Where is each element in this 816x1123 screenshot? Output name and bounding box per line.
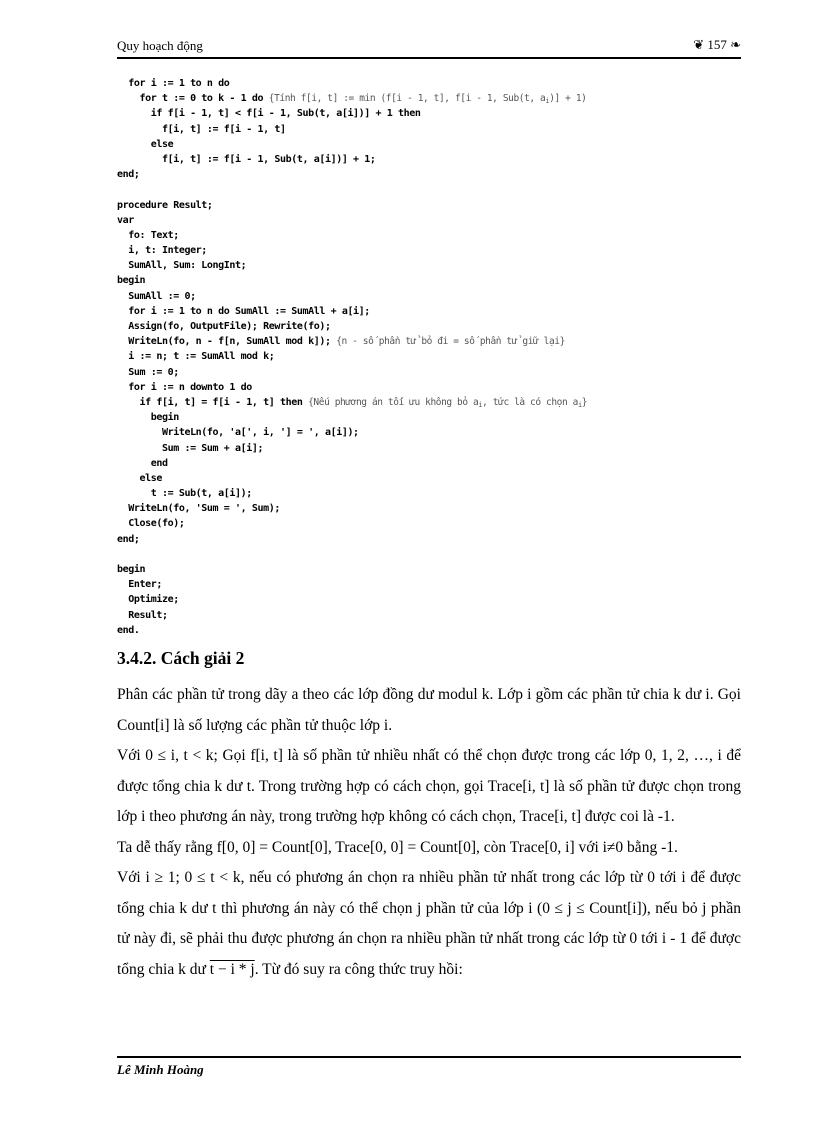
code-line: SumAll := 0; [117, 290, 196, 302]
code-line: Assign(fo, OutputFile); Rewrite(fo); [117, 321, 331, 332]
code-line: end; [117, 169, 140, 181]
code-blank-line [117, 547, 587, 562]
code-line: Sum := 0; [117, 366, 179, 378]
page-header [117, 36, 741, 56]
page-number: 157 [707, 37, 727, 52]
code-line: SumAll, Sum: LongInt; [117, 260, 247, 272]
code-line: fo: Text; [117, 229, 179, 241]
code-line: Sum := Sum + a[i]; [117, 442, 264, 454]
right-ornament-icon: ❧ [730, 37, 741, 52]
footer-rule [117, 1056, 741, 1058]
code-line: for i := n downto 1 do [117, 381, 252, 393]
code-line: Result; [117, 609, 168, 621]
section-heading: 3.4.2. Cách giải 2 [117, 648, 245, 668]
section-body [117, 680, 741, 985]
paragraph: Với 0 ≤ i, t < k; Gọi f[i, t] là số phần tử nhiều nhất có thể chọn được trong các lớp 0, 1, 2, …, i để được tổng chia k dư t. Trong trường hợp có cách chọn, gọi Trace[i, t] là số phần tử được chọn trong lớp i theo phương án này, trong trường hợp không có cách chọn, Trace[i, t] được coi là -1. [117, 747, 741, 825]
code-line: WriteLn(fo, 'Sum = ', Sum); [117, 503, 280, 515]
left-ornament-icon: ❦ [693, 37, 705, 52]
code-line: else [117, 138, 174, 150]
code-line: for i := 1 to n do SumAll := SumAll + a[i]; [117, 305, 370, 317]
code-comment: {n - số phần tử bỏ đi = số phần tử giữ lại} [336, 336, 565, 348]
code-line: for i := 1 to n do [117, 78, 230, 89]
code-listing [117, 76, 587, 638]
code-line: Close(fo); [117, 518, 185, 530]
code-line: f[i, t] := f[i - 1, t] [117, 123, 286, 135]
paragraph: Ta dễ thấy rằng f[0, 0] = Count[0], Trace[0, 0] = Count[0], còn Trace[0, i] với i≠0 bằng -1. [117, 838, 678, 856]
code-line: i := n; t := SumAll mod k; [117, 351, 275, 363]
code-line: begin [117, 564, 146, 575]
code-line: begin [117, 275, 146, 287]
code-line: f[i, t] := f[i - 1, Sub(t, a[i])] + 1; [117, 153, 376, 165]
code-line: i, t: Integer; [117, 245, 207, 257]
code-line: if f[i - 1, t] < f[i - 1, Sub(t, a[i])] + 1 then [117, 108, 421, 120]
code-line: end. [117, 624, 140, 636]
code-line: for t := 0 to k - 1 do {Tính f[i, t] := min (f[i - 1, t], f[i - 1, Sub(t, $a_i)] + 1$) [117, 93, 587, 106]
code-line: end [117, 457, 168, 469]
code-line: var [117, 214, 134, 226]
code-line: else [117, 472, 162, 484]
paragraph: Với i ≥ 1; 0 ≤ t < k, nếu có phương án chọn ra nhiều phần tử nhất trong các lớp từ 0 tới i để được tổng chia k dư t thì phương án này có thể chọn j phần tử của lớp i (0 ≤ j ≤ Count[i]), nếu bỏ j phần tử này đi, sẽ phải thu được phương án chọn ra nhiều phần tử nhất trong các lớp từ 0 tới i - 1 để được tổng chia k dư t − i * j. Từ đó suy ra công thức truy hồi: [117, 869, 741, 978]
code-comment: {Tính f[i, t] := min (f[i - 1, t], f[i - 1, Sub(t, $a_i)] + 1$) [268, 93, 587, 106]
code-line: WriteLn(fo, 'a[', i, '] = ', a[i]); [117, 427, 359, 439]
code-line: if f[i, t] = f[i - 1, t] then {Nếu phương án tối ưu không bỏ $a_i$, tức là có chọn $a_i$} [117, 396, 588, 409]
code-line: begin [117, 412, 179, 424]
code-line: WriteLn(fo, n - f[n, SumAll mod k]); {n - số phần tử bỏ đi = số phần tử giữ lại} [117, 336, 565, 348]
code-line: procedure Result; [117, 199, 213, 211]
page-number-block [693, 37, 741, 53]
running-title: Quy hoạch động [117, 38, 203, 53]
code-comment: {Nếu phương án tối ưu không bỏ $a_i$, tức là có chọn $a_i$} [308, 396, 588, 409]
code-line: t := Sub(t, a[i]); [117, 488, 252, 500]
overlined-expression: t − i * j [209, 960, 255, 978]
code-line: end; [117, 533, 140, 545]
header-rule [117, 57, 741, 59]
footer-author: Lê Minh Hoàng [117, 1062, 204, 1077]
paragraph: Phân các phần tử trong dãy a theo các lớp đồng dư modul k. Lớp i gồm các phần tử chia k dư i. Gọi Count[i] là số lượng các phần tử thuộc lớp i. [117, 686, 741, 734]
code-line: Enter; [117, 579, 162, 591]
code-line: Optimize; [117, 594, 179, 606]
code-blank-line [117, 182, 587, 197]
